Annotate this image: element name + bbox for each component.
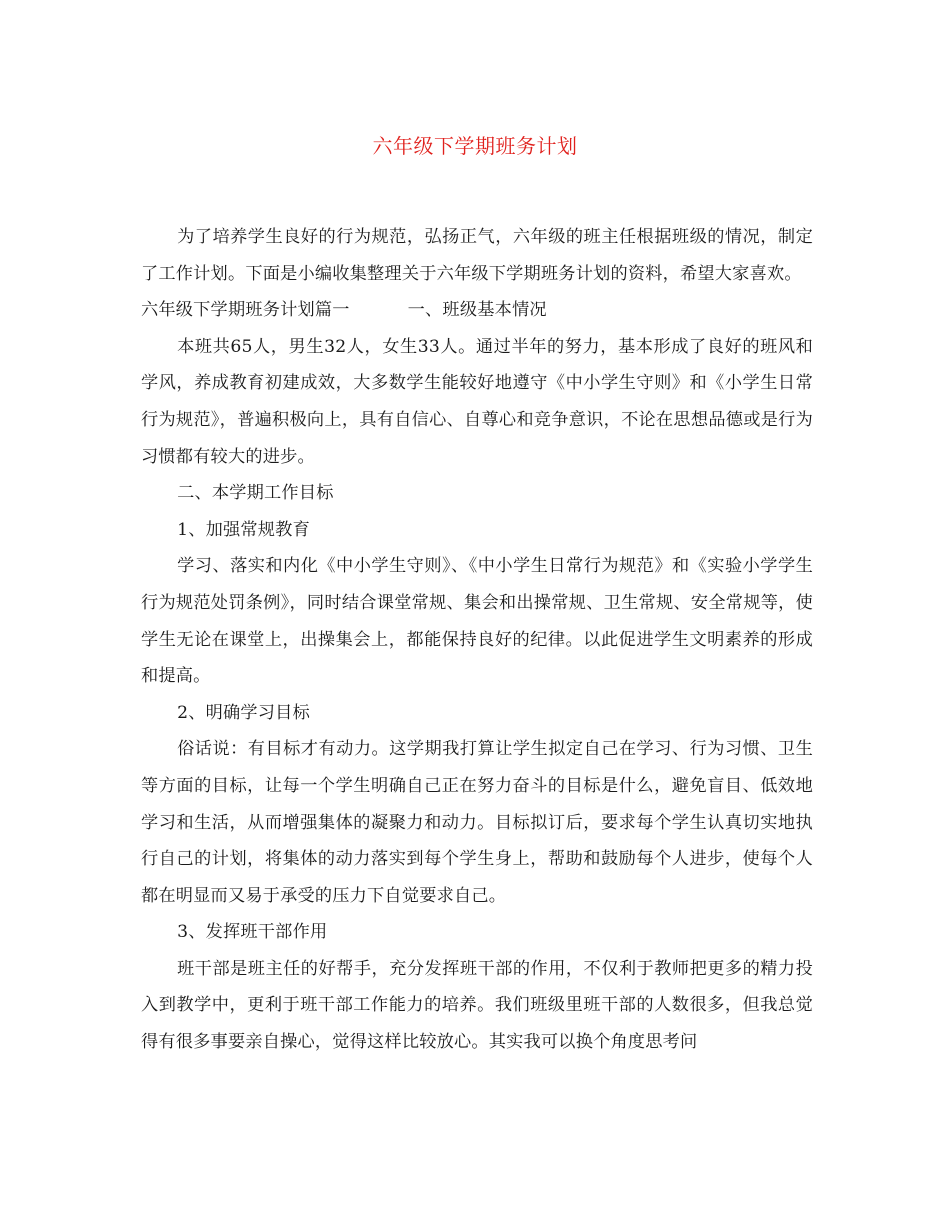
- section-one-body: 本班共65人，男生32人，女生33人。通过半年的努力，基本形成了良好的班风和学风，养成教育初建成效，大多数学生能较好地遵守《中小学生守则》和《小学生日常行为规范》，普遍积极向上，具有自信心、自尊心和竞争意识，不论在思想品德或是行为习惯都有较大的进步。: [141, 336, 813, 467]
- part-one-line: [141, 292, 813, 329]
- item-one-body: 学习、落实和内化《中小学生守则》、《中小学生日常行为规范》和《实验小学学生行为规范处罚条例》，同时结合课堂常规、集会和出操常规、卫生常规、安全常规等，使学生无论在课堂上，出操集会上，都能保持良好的纪律。以此促进学生文明素养的形成和提高。: [141, 556, 813, 687]
- document-title: 六年级下学期班务计划: [372, 134, 578, 158]
- item-one-heading: 1、加强常规教育: [177, 519, 310, 540]
- part-one-label: 六年级下学期班务计划篇一: [141, 300, 350, 321]
- section-one-heading: 一、班级基本情况: [407, 300, 547, 321]
- item-three-heading: 3、发挥班干部作用: [177, 922, 328, 943]
- section-two-heading: 二、本学期工作目标: [177, 483, 334, 504]
- item-three-body: 班干部是班主任的好帮手，充分发挥班干部的作用，不仅利于教师把更多的精力投入到教学中，更利于班干部工作能力的培养。我们班级里班干部的人数很多，但我总觉得有很多事要亲自操心，觉得这样比较放心。其实我可以换个角度思考问: [141, 958, 813, 1053]
- intro-paragraph: 为了培养学生良好的行为规范，弘扬正气，六年级的班主任根据班级的情况，制定了工作计划。下面是小编收集整理关于六年级下学期班务计划的资料，希望大家喜欢。: [141, 227, 813, 284]
- item-two-body: 俗话说：有目标才有动力。这学期我打算让学生拟定自己在学习、行为习惯、卫生等方面的目标，让每一个学生明确自己正在努力奋斗的目标是什么，避免盲目、低效地学习和生活，从而增强集体的凝聚力和动力。目标拟订后，要求每个学生认真切实地执行自己的计划，将集体的动力落实到每个学生身上，帮助和鼓励每个人进步，使每个人都在明显而又易于承受的压力下自觉要求自己。: [141, 739, 813, 906]
- document-body: [141, 219, 813, 1061]
- item-two-heading: 2、明确学习目标: [177, 702, 310, 723]
